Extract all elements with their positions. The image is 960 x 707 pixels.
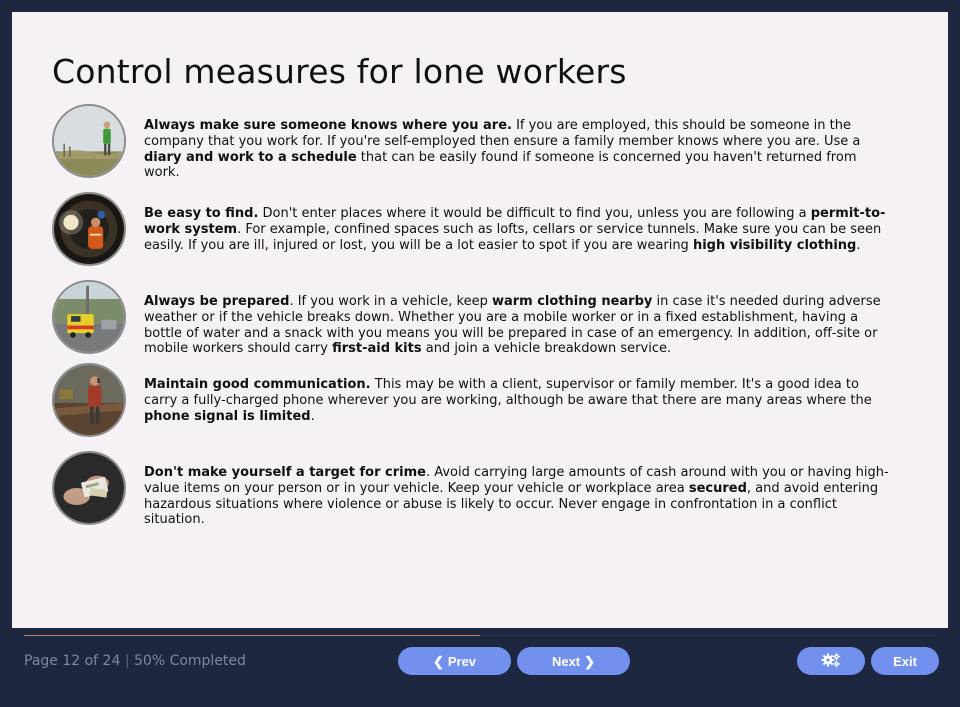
page-counter: Page 12 of 24: [24, 653, 121, 669]
item-text: Maintain good communication. This may be with a client, supervisor or family member. It's a good idea to carry a fully-charged phone wherever you are working, although be aware that there are many areas where the phone signal is limited.: [144, 377, 872, 424]
man-on-phone-photo: [52, 363, 126, 437]
item-text: Always make sure someone knows where you are. If you are employed, this should be someone in the company that you work for. If you're self-employed then ensure a family member knows where you are. Use a diary and work to a schedule that can be easily found if someone is concerned you haven't returned from work.: [144, 118, 861, 181]
prev-label: Prev: [447, 653, 477, 669]
exit-label: Exit: [893, 653, 917, 669]
breakdown-van-photo: [52, 280, 126, 354]
cash-in-hands-photo: [52, 451, 126, 525]
item-text: Always be prepared. If you work in a vehicle, keep warm clothing nearby in case it's needed during adverse weather or if the vehicle breaks down. Whether you are a mobile worker or in a fixed establishment, having a bottle of water and a snack with you means you will be prepared in case of an emergency. In addition, off-site or mobile workers should carry first-aid kits and join a vehicle breakdown service.: [144, 294, 881, 357]
settings-button[interactable]: [797, 647, 865, 675]
page-title: Control measures for lone workers: [52, 52, 627, 91]
worker-in-tunnel-photo: [52, 192, 126, 266]
progress-bar: [24, 635, 936, 636]
next-button[interactable]: [517, 647, 630, 675]
list-item: [52, 192, 912, 272]
list-item: [52, 451, 912, 531]
slide-panel: [12, 12, 948, 628]
list-item: [52, 104, 912, 184]
prev-button[interactable]: [398, 647, 511, 675]
person-in-field-photo: [52, 104, 126, 178]
chevron-right-icon: ❯: [584, 653, 596, 669]
page-status: [24, 653, 246, 669]
settings-gears-icon: [821, 652, 841, 671]
chevron-left-icon: ❮: [432, 653, 444, 669]
status-separator: |: [124, 653, 130, 669]
exit-button[interactable]: [871, 647, 939, 675]
item-text: Be easy to find. Don't enter places where it would be difficult to find you, unless you are following a permit-to-work system. For example, confined spaces such as lofts, cellars or service tunnels. Make sure you can be seen easily. If you are ill, injured or lost, you will be a lot easier to spot if you are wearing high visibility clothing.: [144, 206, 886, 253]
list-item: [52, 280, 912, 360]
list-item: [52, 363, 912, 443]
next-label: Next: [551, 653, 581, 669]
progress-fill: [24, 635, 480, 636]
completion-status: 50% Completed: [134, 653, 246, 669]
item-text: Don't make yourself a target for crime. Avoid carrying large amounts of cash around with you or having high-value items on your person or in your vehicle. Keep your vehicle or workplace area secured, and avoid entering hazardous situations where violence or abuse is likely to occur. Never engage in confrontation in a conflict situation.: [144, 465, 889, 528]
